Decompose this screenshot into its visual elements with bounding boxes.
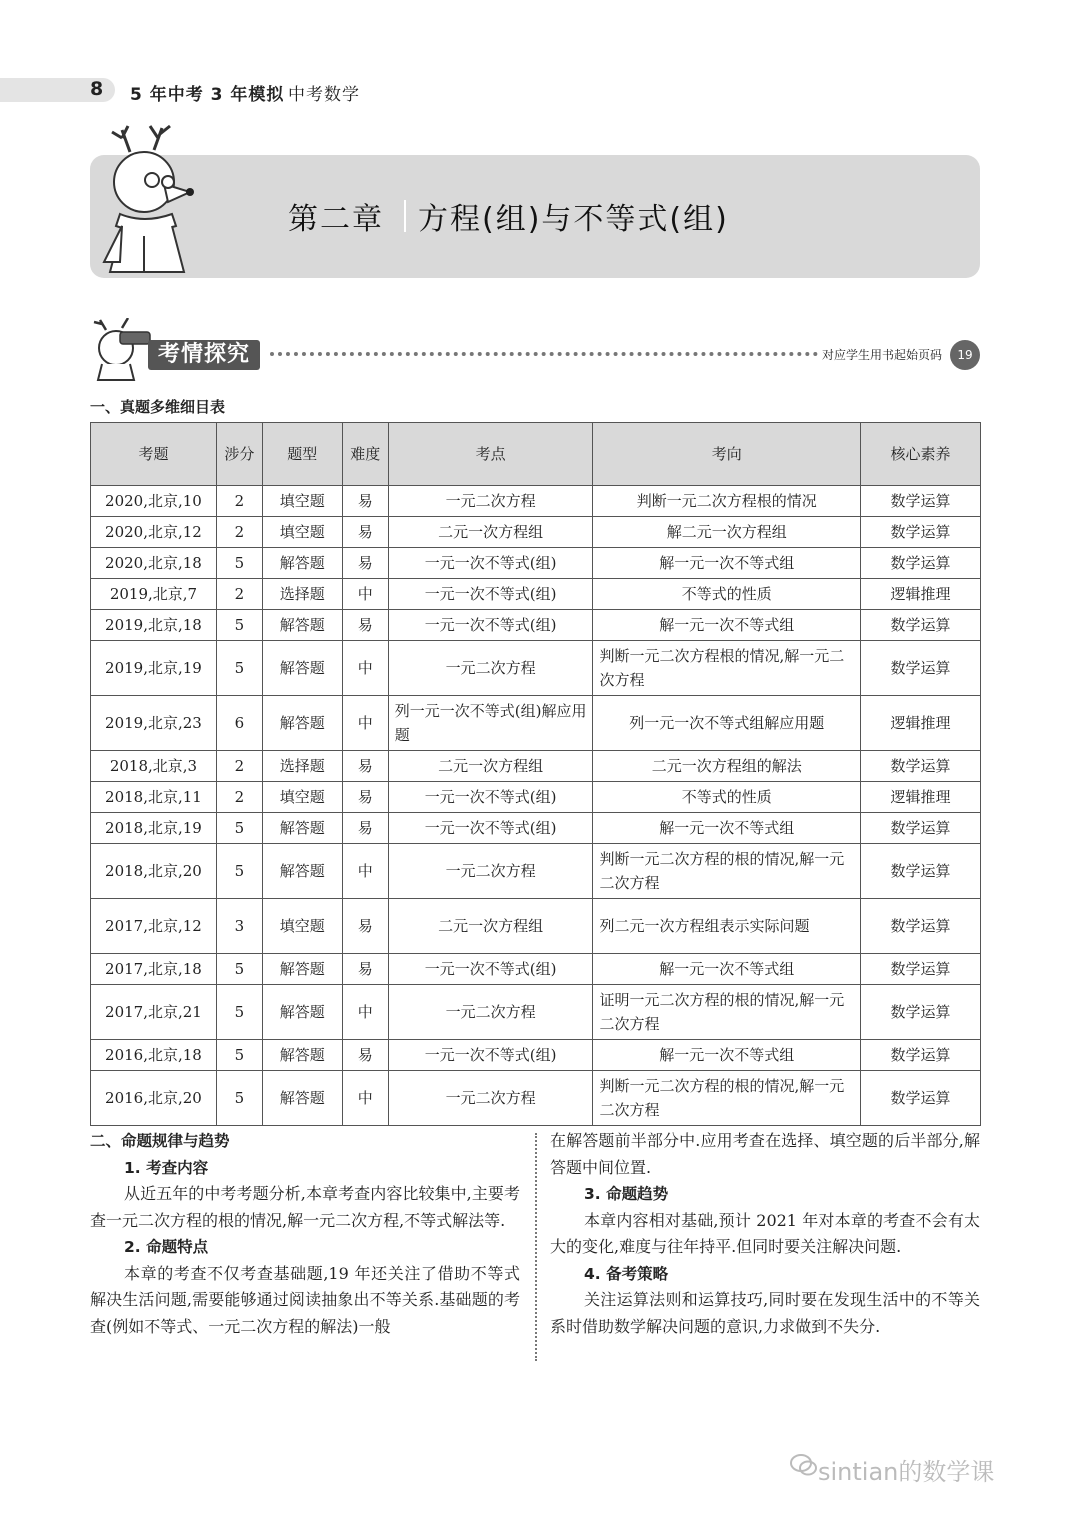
section-ref-label: 对应学生用书起始页码 [822, 348, 943, 362]
table-cell: 易 [342, 1040, 388, 1071]
table-cell: 解一元一次不等式组 [593, 610, 861, 641]
table-cell: 证明一元二次方程的根的情况,解一元二次方程 [593, 985, 861, 1040]
table-cell: 填空题 [262, 899, 342, 954]
table-cell: 解答题 [262, 610, 342, 641]
table-row [91, 641, 981, 696]
table-cell: 数学运算 [861, 899, 981, 954]
exam-table [90, 422, 981, 1126]
table-cell: 2016,北京,20 [91, 1071, 217, 1126]
col-header: 考题 [91, 423, 217, 486]
table-cell: 解一元一次不等式组 [593, 1040, 861, 1071]
table-cell: 数学运算 [861, 954, 981, 985]
subsection-title: 4. 备考策略 [584, 1264, 669, 1283]
section-ref-page: 19 [950, 340, 980, 370]
table-cell: 数学运算 [861, 641, 981, 696]
table-cell: 解答题 [262, 954, 342, 985]
table-cell: 2019,北京,7 [91, 579, 217, 610]
table-cell: 2 [216, 579, 262, 610]
table-heading: 一、真题多维细目表 [90, 398, 226, 416]
table-cell: 数学运算 [861, 1071, 981, 1126]
paragraph: 本章的考查不仅考查基础题,19 年还关注了借助不等式解决生活问题,需要能够通过阅读抽象出不等关系.基础题的考查(例如不等式、一元二次方程的解法)一般 [90, 1263, 520, 1336]
table-row [91, 1071, 981, 1126]
book-series: 5 年中考 3 年模拟 [130, 85, 285, 105]
table-cell: 5 [216, 813, 262, 844]
table-row [91, 813, 981, 844]
table-cell: 一元一次不等式(组) [388, 548, 593, 579]
table-cell: 填空题 [262, 517, 342, 548]
table-cell: 中 [342, 1071, 388, 1126]
table-cell: 解答题 [262, 696, 342, 751]
table-row [91, 954, 981, 985]
table-cell: 解答题 [262, 844, 342, 899]
chapter-title: 方程(组)与不等式(组) [418, 202, 729, 237]
col-header: 涉分 [216, 423, 262, 486]
column-divider [535, 1133, 537, 1361]
section-title: 考情探究 [148, 340, 260, 370]
table-cell: 二元一次方程组 [388, 517, 593, 548]
table-row [91, 899, 981, 954]
table-cell: 解答题 [262, 1071, 342, 1126]
table-cell: 判断一元二次方程的根的情况,解一元二次方程 [593, 844, 861, 899]
table-cell: 2019,北京,23 [91, 696, 217, 751]
table-cell: 2 [216, 517, 262, 548]
table-cell: 判断一元二次方程的根的情况,解一元二次方程 [593, 1071, 861, 1126]
table-cell: 不等式的性质 [593, 579, 861, 610]
table-cell: 解一元一次不等式组 [593, 954, 861, 985]
col-header: 考点 [388, 423, 593, 486]
table-cell: 逻辑推理 [861, 782, 981, 813]
table-cell: 填空题 [262, 782, 342, 813]
table-row [91, 751, 981, 782]
table-cell: 中 [342, 579, 388, 610]
table-cell: 选择题 [262, 579, 342, 610]
chapter-number: 第二章 [288, 202, 384, 237]
table-cell: 中 [342, 844, 388, 899]
table-cell: 易 [342, 954, 388, 985]
table-cell: 易 [342, 548, 388, 579]
table-cell: 2 [216, 486, 262, 517]
table-cell: 2016,北京,18 [91, 1040, 217, 1071]
table-cell: 填空题 [262, 486, 342, 517]
table-cell: 5 [216, 985, 262, 1040]
table-cell: 一元二次方程 [388, 1071, 593, 1126]
table-cell: 二元一次方程组 [388, 751, 593, 782]
table-cell: 逻辑推理 [861, 579, 981, 610]
section-dotted-leader [270, 352, 818, 356]
table-cell: 易 [342, 486, 388, 517]
table-cell: 2017,北京,21 [91, 985, 217, 1040]
table-cell: 2 [216, 782, 262, 813]
table-cell: 5 [216, 1071, 262, 1126]
table-cell: 2017,北京,12 [91, 899, 217, 954]
table-cell: 二元一次方程组 [388, 899, 593, 954]
table-cell: 2018,北京,11 [91, 782, 217, 813]
table-cell: 2019,北京,18 [91, 610, 217, 641]
table-cell: 逻辑推理 [861, 696, 981, 751]
table-row [91, 517, 981, 548]
table-cell: 数学运算 [861, 610, 981, 641]
table-row [91, 696, 981, 751]
page-number: 8 [90, 78, 104, 100]
table-cell: 5 [216, 1040, 262, 1071]
paragraph: 在解答题前半部分中.应用考查在选择、填空题的后半部分,解答题中间位置. [550, 1131, 980, 1177]
paragraph: 从近五年的中考考题分析,本章考查内容比较集中,主要考查一元二次方程的根的情况,解一元二次方程,不等式解法等. [90, 1184, 520, 1230]
table-cell: 列一元一次不等式(组)解应用题 [388, 696, 593, 751]
table-cell: 列二元一次方程组表示实际问题 [593, 899, 861, 954]
table-cell: 列一元一次不等式组解应用题 [593, 696, 861, 751]
table-cell: 数学运算 [861, 985, 981, 1040]
table-cell: 2020,北京,12 [91, 517, 217, 548]
chapter-separator [404, 200, 406, 232]
table-cell: 数学运算 [861, 813, 981, 844]
table-cell: 解答题 [262, 813, 342, 844]
table-cell: 易 [342, 899, 388, 954]
table-cell: 易 [342, 782, 388, 813]
table-cell: 一元一次不等式(组) [388, 813, 593, 844]
table-cell: 二元一次方程组的解法 [593, 751, 861, 782]
table-row [91, 782, 981, 813]
subsection-title: 1. 考查内容 [124, 1158, 209, 1177]
table-cell: 2 [216, 751, 262, 782]
table-cell: 2017,北京,18 [91, 954, 217, 985]
paragraph: 关注运算法则和运算技巧,同时要在发现生活中的不等关系时借助数学解决问题的意识,力求做到不失分. [550, 1290, 980, 1336]
table-cell: 解答题 [262, 641, 342, 696]
table-cell: 一元一次不等式(组) [388, 1040, 593, 1071]
table-cell: 易 [342, 751, 388, 782]
table-row [91, 844, 981, 899]
table-cell: 判断一元二次方程根的情况,解一元二次方程 [593, 641, 861, 696]
col-header: 核心素养 [861, 423, 981, 486]
table-cell: 数学运算 [861, 548, 981, 579]
table-row [91, 548, 981, 579]
table-cell: 一元二次方程 [388, 486, 593, 517]
table-header-row [91, 423, 981, 486]
table-cell: 数学运算 [861, 1040, 981, 1071]
table-row [91, 579, 981, 610]
table-cell: 判断一元二次方程根的情况 [593, 486, 861, 517]
table-cell: 一元一次不等式(组) [388, 579, 593, 610]
trends-left-column [90, 1128, 520, 1340]
table-cell: 2018,北京,20 [91, 844, 217, 899]
table-row [91, 1040, 981, 1071]
table-cell: 解一元一次不等式组 [593, 813, 861, 844]
table-cell: 中 [342, 985, 388, 1040]
table-row [91, 486, 981, 517]
table-row [91, 985, 981, 1040]
table-cell: 一元一次不等式(组) [388, 610, 593, 641]
table-cell: 不等式的性质 [593, 782, 861, 813]
deer-telescope-icon [86, 318, 152, 382]
table-cell: 一元一次不等式(组) [388, 782, 593, 813]
col-header: 题型 [262, 423, 342, 486]
wechat-icon [790, 1452, 818, 1478]
table-cell: 2020,北京,18 [91, 548, 217, 579]
trends-heading: 二、命题规律与趋势 [90, 1132, 230, 1150]
table-cell: 一元二次方程 [388, 985, 593, 1040]
table-cell: 5 [216, 844, 262, 899]
table-cell: 数学运算 [861, 844, 981, 899]
table-cell: 易 [342, 813, 388, 844]
table-cell: 解一元一次不等式组 [593, 548, 861, 579]
col-header: 考向 [593, 423, 861, 486]
table-cell: 数学运算 [861, 517, 981, 548]
table-cell: 2020,北京,10 [91, 486, 217, 517]
table-cell: 一元一次不等式(组) [388, 954, 593, 985]
table-cell: 2019,北京,19 [91, 641, 217, 696]
table-cell: 5 [216, 548, 262, 579]
book-subject: 中考数学 [288, 85, 360, 105]
table-cell: 5 [216, 954, 262, 985]
table-cell: 数学运算 [861, 486, 981, 517]
subsection-title: 2. 命题特点 [124, 1238, 209, 1256]
table-cell: 选择题 [262, 751, 342, 782]
table-cell: 数学运算 [861, 751, 981, 782]
table-cell: 5 [216, 610, 262, 641]
table-cell: 解答题 [262, 548, 342, 579]
table-cell: 3 [216, 899, 262, 954]
table-cell: 5 [216, 641, 262, 696]
table-cell: 中 [342, 696, 388, 751]
table-cell: 易 [342, 610, 388, 641]
paragraph: 本章内容相对基础,预计 2021 年对本章的考查不会有太大的变化,难度与往年持平.但同时要关注解决问题. [550, 1210, 980, 1256]
col-header: 难度 [342, 423, 388, 486]
watermark: sintian的数学课 [818, 1458, 995, 1486]
subsection-title: 3. 命题趋势 [584, 1185, 669, 1203]
table-cell: 2018,北京,3 [91, 751, 217, 782]
deer-mascot-icon [92, 122, 212, 280]
table-cell: 易 [342, 517, 388, 548]
table-cell: 解二元一次方程组 [593, 517, 861, 548]
table-cell: 解答题 [262, 985, 342, 1040]
table-cell: 6 [216, 696, 262, 751]
table-cell: 2018,北京,19 [91, 813, 217, 844]
table-cell: 中 [342, 641, 388, 696]
table-cell: 解答题 [262, 1040, 342, 1071]
trends-right-column [550, 1128, 980, 1340]
table-cell: 一元二次方程 [388, 844, 593, 899]
table-cell: 一元二次方程 [388, 641, 593, 696]
table-row [91, 610, 981, 641]
